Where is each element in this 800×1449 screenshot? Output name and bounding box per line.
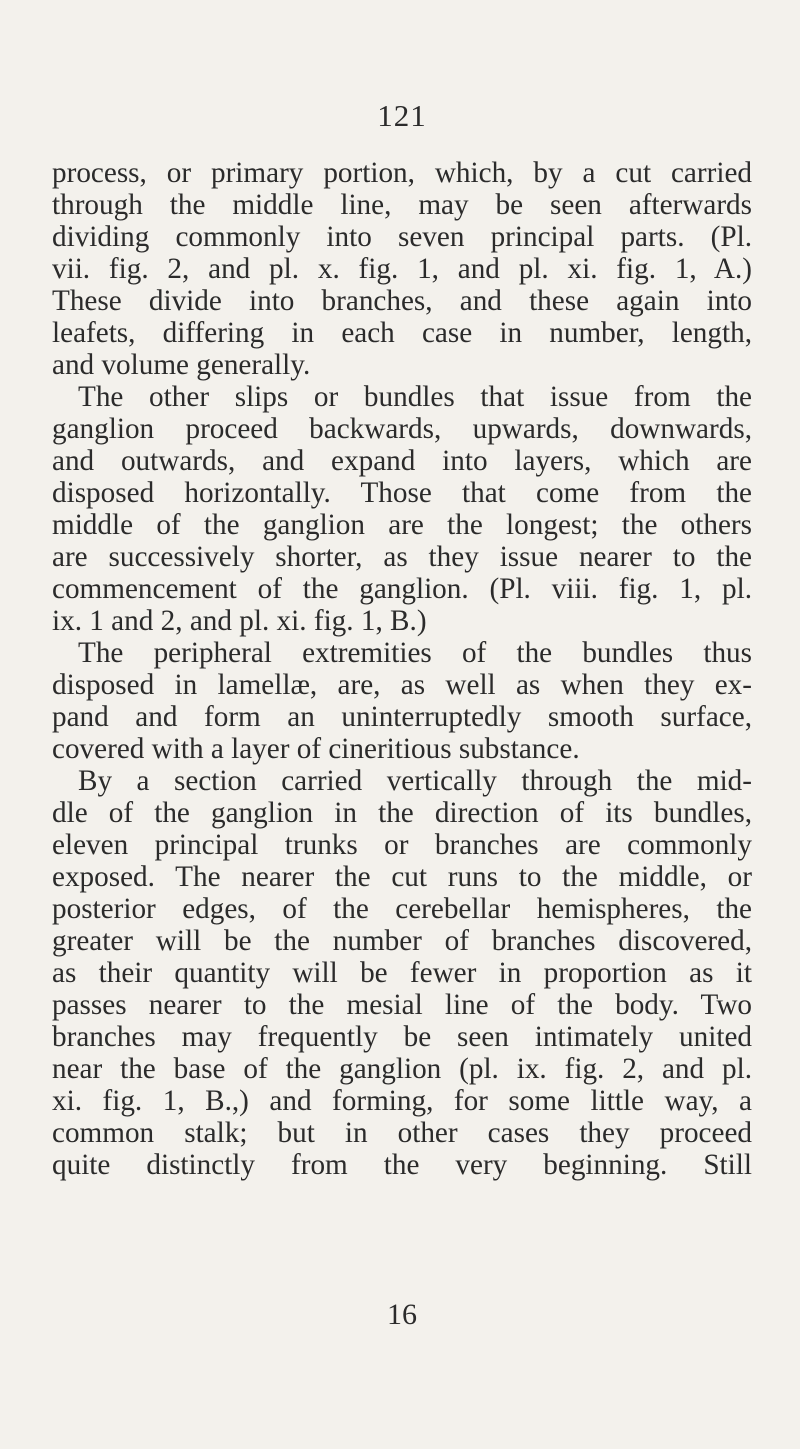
text-line: are successively shorter, as they issue nearer to the: [52, 541, 752, 573]
text-line: disposed horizontally. Those that come from the: [52, 477, 752, 509]
text-line: and volume generally.: [52, 349, 311, 381]
text-line: These divide into branches, and these again into: [52, 285, 752, 317]
text-line: branches may frequently be seen intimately united: [52, 1021, 752, 1053]
paragraph: [52, 157, 752, 381]
page-number: 121: [377, 98, 427, 133]
text-line: quite distinctly from the very beginning. Still: [52, 1149, 752, 1181]
signature-mark: 16: [387, 1298, 417, 1331]
paragraph: [52, 381, 752, 637]
text-line: commencement of the ganglion. (Pl. viii. fig. 1, pl.: [52, 573, 752, 605]
text-line: pand and form an uninterruptedly smooth surface,: [52, 701, 752, 733]
text-line: The peripheral extremities of the bundles thus: [78, 637, 752, 669]
text-line: exposed. The nearer the cut runs to the middle, or: [52, 861, 752, 893]
text-line: covered with a layer of cineritious substance.: [52, 733, 580, 765]
text-line: through the middle line, may be seen afterwards: [52, 189, 752, 221]
text-line: leafets, differing in each case in number, length,: [52, 317, 752, 349]
text-line: posterior edges, of the cerebellar hemispheres, the: [52, 893, 752, 925]
paragraph: [52, 765, 752, 1181]
text-line: near the base of the ganglion (pl. ix. fig. 2, and pl.: [52, 1053, 752, 1085]
text-line: passes nearer to the mesial line of the body. Two: [52, 989, 752, 1021]
text-line: ganglion proceed backwards, upwards, downwards,: [52, 413, 752, 445]
paragraph: [52, 637, 752, 765]
text-line: eleven principal trunks or branches are commonly: [52, 829, 752, 861]
text-line: ix. 1 and 2, and pl. xi. fig. 1, B.): [52, 605, 427, 637]
text-line: dividing commonly into seven principal parts. (Pl.: [52, 221, 752, 253]
body-text: [52, 157, 752, 1181]
text-line: middle of the ganglion are the longest; the others: [52, 509, 752, 541]
text-line: and outwards, and expand into layers, which are: [52, 445, 752, 477]
text-line: as their quantity will be fewer in proportion as it: [52, 957, 752, 989]
text-line: vii. fig. 2, and pl. x. fig. 1, and pl. xi. fig. 1, A.): [52, 253, 752, 285]
text-line: greater will be the number of branches discovered,: [52, 925, 752, 957]
text-line: By a section carried vertically through the mid-: [78, 765, 752, 797]
text-line: process, or primary portion, which, by a cut carried: [52, 157, 752, 189]
text-line: The other slips or bundles that issue from the: [78, 381, 752, 413]
text-line: disposed in lamellæ, are, as well as when they ex-: [52, 669, 752, 701]
text-line: common stalk; but in other cases they proceed: [52, 1117, 752, 1149]
text-line: dle of the ganglion in the direction of its bundles,: [52, 797, 752, 829]
text-line: xi. fig. 1, B.,) and forming, for some little way, a: [52, 1085, 752, 1117]
